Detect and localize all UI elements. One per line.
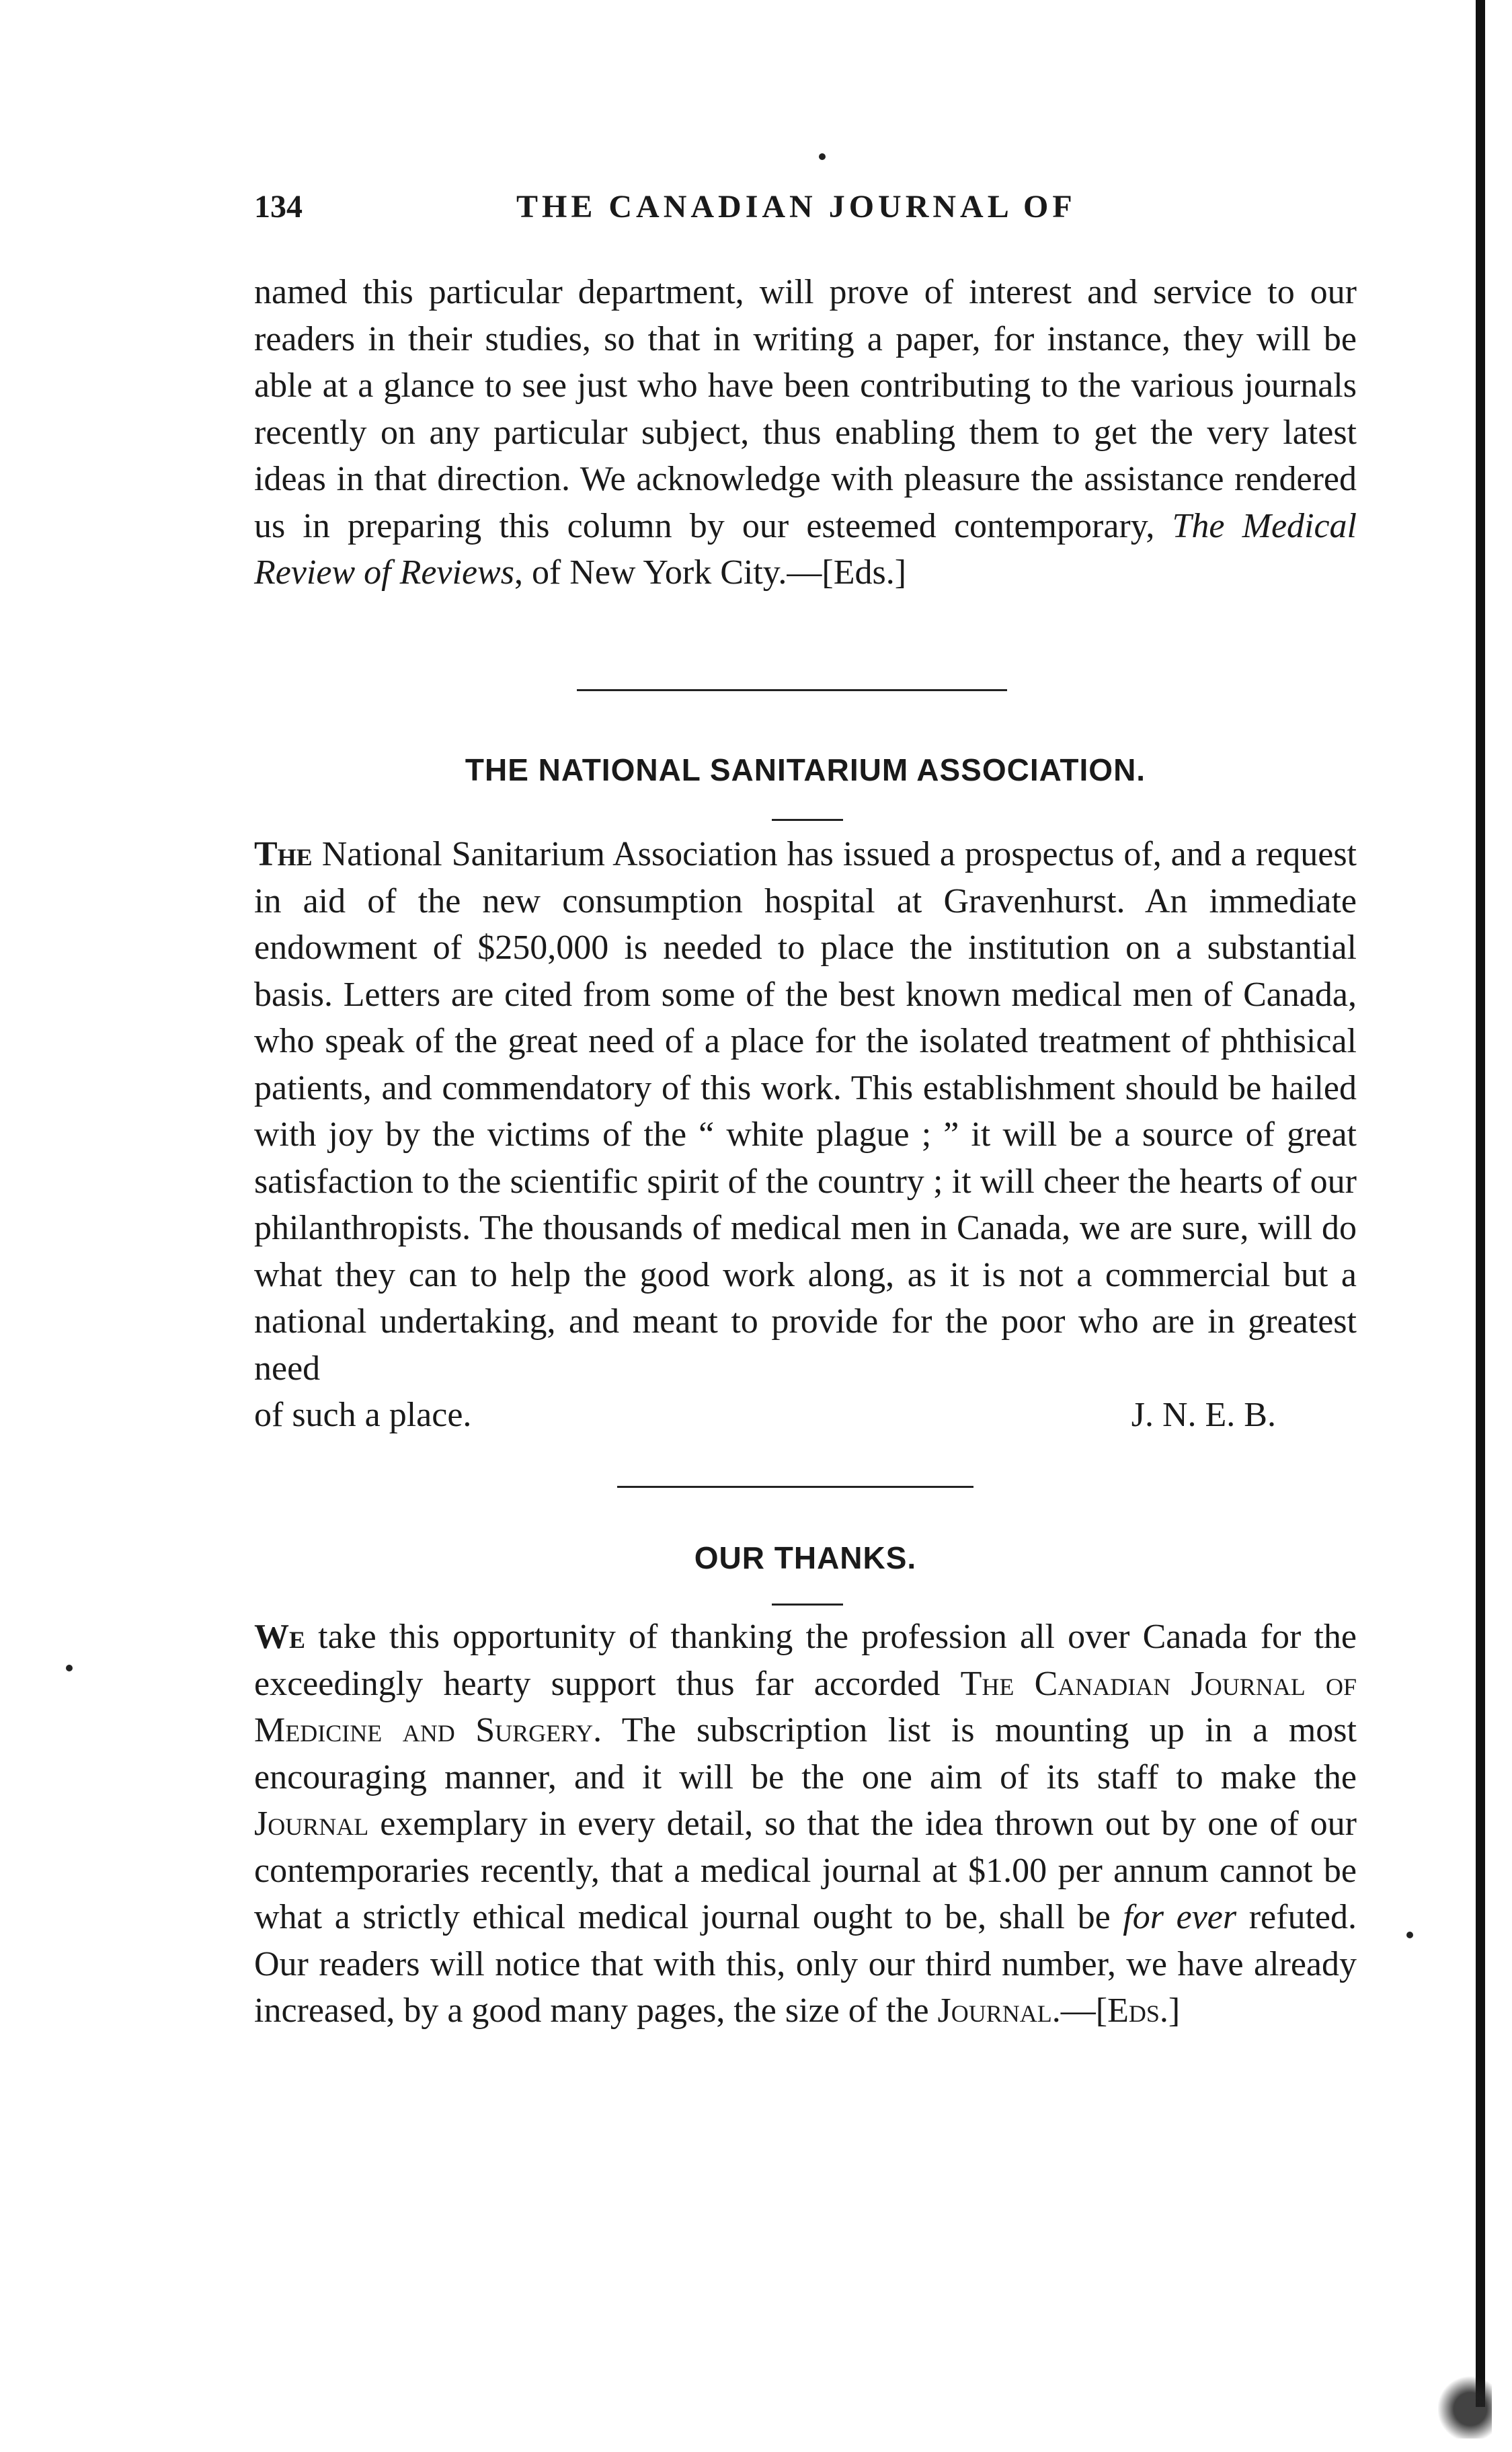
intro-text-end: , of New York City.—[Eds.]	[514, 553, 907, 592]
ink-dot	[66, 1665, 73, 1671]
thanks-lead: We	[254, 1618, 306, 1656]
intro-text: named this particular department, will prove of interest and service to our readers in their studies, so that in writing a paper, for instance, they will be able at a glance to see just who have been contributing to the various journals recently on any particular subject, thus enabling them to get the very latest ideas in that direction. We acknowledge with pleasure the assistance rendered us in preparing this column by our esteemed contemporary,	[254, 273, 1357, 545]
thanks-paragraph	[254, 1614, 1357, 2034]
sanitarium-paragraph-block	[254, 831, 1357, 1439]
sanitarium-heading: THE NATIONAL SANITARIUM ASSOCIATION.	[465, 752, 1146, 787]
page-number: 134	[254, 189, 303, 225]
ink-dot	[1406, 1932, 1413, 1938]
eds-signature: Eds	[1107, 1991, 1160, 2030]
sanitarium-body: National Sanitarium Association has issued a prospectus of, and a request in aid of the new consumption hospital at Gravenhurst. An immediate endowment of $250,000 is needed to place the institution on a substantial basis. Letters are cited from some of the best known medical men of Canada, who speak of the great need of a place for the isolated treatment of phthisical patients, and commendatory of this work. This establishment should be hailed with joy by the victims of the “ white plague ; ” it will be a source of great satisfaction to the scientific spirit of the country ; it will cheer the hearts of our philanthropists. The thousands of medical men in Canada, we are sure, will do what they can to help the good work along, as it is not a commercial but a national undertaking, and meant to provide for the poor who are in greatest need	[254, 835, 1357, 1388]
sanitarium-paragraph	[254, 831, 1357, 1392]
section-divider	[617, 1486, 973, 1488]
intro-paragraph-block	[254, 269, 1357, 596]
heading-underline	[772, 1604, 843, 1606]
thanks-body-1: take this opportunity of thanking the profession all over Canada for the exceedingly hearty support thus far accorded	[254, 1618, 1357, 1703]
thanks-body-6: .]	[1159, 1991, 1181, 2030]
ink-dot	[819, 153, 826, 160]
thanks-body-2: . The subscription list is mounting up in a most encouraging manner, and it will be the one aim of its staff to make the	[254, 1711, 1357, 1796]
sanitarium-lead: The	[254, 835, 313, 873]
emphasis-for-ever: for ever	[1123, 1898, 1237, 1936]
thanks-body-3: exemplary in every detail, so that the idea thrown out by one of our contemporaries recently, that a medical journal at $1.00 per annum cannot be what a strictly ethical medical journal ought to be, shall be	[254, 1805, 1357, 1936]
thanks-body-4: refuted. Our readers will notice that with this, only our third number, we have already increased, by a good many pages, the size of the	[254, 1898, 1357, 2030]
page-header	[254, 188, 1363, 235]
publication-title: The Medical Review of Reviews	[254, 506, 1357, 592]
signature-line	[254, 1392, 1357, 1439]
thanks-body-5: .—[	[1051, 1991, 1108, 2030]
thanks-heading: OUR THANKS.	[694, 1540, 917, 1575]
journal-short-2: Journal	[937, 1991, 1052, 2030]
journal-name: The Canadian Journal of Medicine and Surgery	[254, 1664, 1357, 1749]
corner-smudge	[1438, 2365, 1492, 2439]
heading-underline	[772, 819, 843, 821]
running-title: THE CANADIAN JOURNAL OF	[516, 189, 1076, 225]
sanitarium-signature: J. N. E. B.	[1131, 1396, 1276, 1434]
page-edge-shadow	[1476, 0, 1485, 2407]
sanitarium-last-line: of such a place.	[254, 1396, 472, 1434]
intro-paragraph	[254, 269, 1357, 596]
journal-short: Journal	[254, 1805, 369, 1843]
thanks-paragraph-block	[254, 1614, 1357, 2034]
section-divider	[577, 689, 1007, 691]
